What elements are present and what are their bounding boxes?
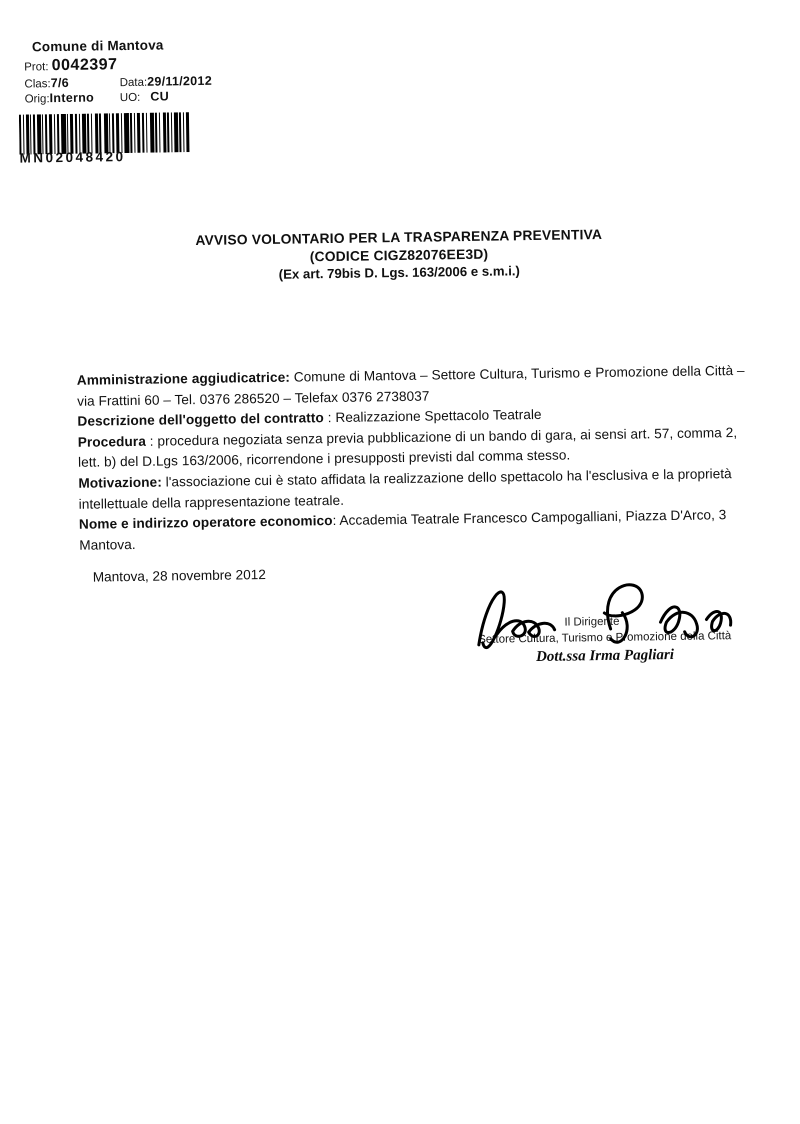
orig-cell: [25, 90, 117, 105]
signer-name: Dott.ssa Irma Pagliari: [535, 646, 675, 666]
prot-label: Prot:: [24, 61, 49, 74]
paragraph-text: : Accademia Teatrale Francesco Campogalliani, Piazza D'Arco, 3 Mantova.: [79, 507, 727, 553]
stamp-orig-line: [25, 88, 279, 106]
barcode-image: [19, 112, 192, 155]
paragraph-label: Amministrazione aggiudicatrice:: [76, 369, 291, 388]
signer-role: Il Dirigente: [564, 615, 620, 629]
signature-block: [448, 577, 762, 697]
stamp-office: Comune di Mantova: [31, 37, 164, 55]
paragraph-label: Descrizione dell'oggetto del contratto: [77, 410, 325, 429]
protocol-stamp: [18, 36, 280, 166]
document-body: [77, 361, 756, 556]
signer-department: Settore Cultura, Turismo e Promozione della Città: [478, 630, 732, 646]
dateline: Mantova, 28 novembre 2012: [92, 567, 266, 585]
clas-value: 7/6: [50, 75, 70, 91]
paragraph-operatore: [79, 505, 756, 556]
stamp-prot-line: [24, 54, 278, 76]
paragraph-text: l'associazione cui è stato affidata la realizzazione dello spettacolo ha l'esclusiva e la proprietà intellettuale della rappresentazione teatrale.: [78, 466, 732, 512]
prot-value: 0042397: [51, 56, 118, 75]
title-line-2: (CODICE CIGZ82076EE3D): [309, 246, 489, 264]
paragraph-text: Comune di Mantova – Settore Cultura, Turismo e Promozione della Città – via Frattini 60 – Tel. 0376 286520 – Telefax 0376 2738037: [77, 362, 745, 409]
paragraph-text: : procedura negoziata senza previa pubblicazione di un bando di gara, ai sensi art. 57, comma 2, lett. b) del D.Lgs 163/2006, ricorrendone i presupposti previsti dal comma stesso.: [77, 424, 738, 471]
clas-cell: [24, 75, 116, 90]
paragraph-label: Procedura: [77, 433, 147, 450]
paragraph-label: Motivazione:: [78, 474, 163, 491]
title-line-1: AVVISO VOLONTARIO PER LA TRASPARENZA PREVENTIVA: [195, 226, 603, 249]
paragraph-text: : Realizzazione Spettacolo Teatrale: [323, 407, 542, 426]
document-title: [0, 223, 799, 287]
data-label: Data:: [119, 76, 148, 90]
data-cell: [119, 73, 213, 90]
clas-label: Clas:: [24, 78, 51, 91]
orig-value: Interno: [49, 90, 95, 106]
data-value: 29/11/2012: [147, 73, 213, 89]
orig-label: Orig:: [24, 93, 50, 106]
paragraph-label: Nome e indirizzo operatore economico: [78, 513, 333, 532]
uo-label: UO:: [119, 91, 141, 105]
barcode-text: MN02048420: [19, 149, 126, 166]
uo-cell: [120, 91, 169, 104]
title-line-3: (Ex art. 79bis D. Lgs. 163/2006 e s.m.i.): [278, 263, 520, 282]
uo-value: CU: [150, 89, 170, 104]
